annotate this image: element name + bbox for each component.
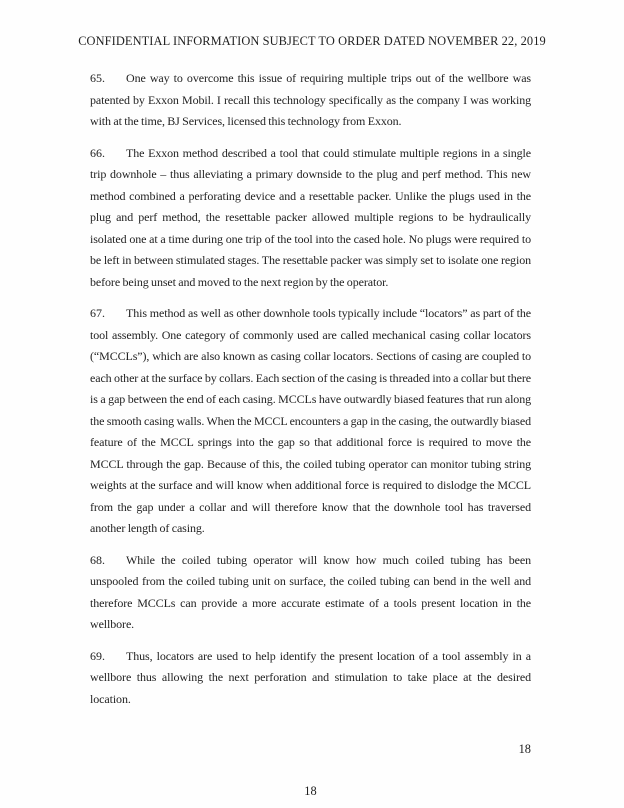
paragraph-body: Thus, locators are used to help identify the present location of a tool assembly in a wellbore thus allowing the next perforation and stimulation to take place at the desired location. <box>90 648 531 706</box>
paragraph-67 <box>90 303 531 540</box>
paragraph-body: This method as well as other downhole tools typically include “locators” as part of the tool assembly. One category of commonly used are called mechanical casing collar locators (“MCCLs”), which are also known as casing collar locators. Sections of casing are coupled to each other at the surface by collars. Each section of the casing is threaded into a collar but there is a gap between the end of each casing. MCCLs have outwardly biased features that run along the smooth casing walls. When the MCCL encounters a gap in the casing, the outwardly biased feature of the MCCL springs into the gap so that additional force is required to move the MCCL through the gap. Because of this, the coiled tubing operator can monitor tubing string weights at the surface and will know when additional force is required to dislodge the MCCL from the gap under a collar and will therefore know that the downhole tool has traversed another length of casing. <box>90 306 531 535</box>
page-number-bottom: 18 <box>304 784 317 798</box>
paragraph-body: The Exxon method described a tool that could stimulate multiple regions in a single trip downhole – thus alleviating a primary downside to the plug and perf method. This new method combined a perforating device and a resettable packer. Unlike the plugs used in the plug and perf method, the resettable packer allowed multiple regions to be hydraulically isolated one at a time during one trip of the tool into the cased hole. No plugs were required to be left in between stimulated stages. The resettable packer was simply set to isolate one region before being unset and moved to the next region by the operator. <box>90 145 531 289</box>
paragraph-65 <box>90 68 531 133</box>
paragraph-number: 67. <box>90 306 105 320</box>
confidentiality-header: CONFIDENTIAL INFORMATION SUBJECT TO ORDER DATED NOVEMBER 22, 2019 <box>78 34 546 48</box>
paragraph-body: One way to overcome this issue of requiring multiple trips out of the wellbore was patented by Exxon Mobil. I recall this technology specifically as the company I was working with at the time, BJ Services, licensed this technology from Exxon. <box>90 71 531 128</box>
paragraph-69 <box>90 646 531 711</box>
paragraph-body: While the coiled tubing operator will know how much coiled tubing has been unspooled from the coiled tubing unit on surface, the coiled tubing can bend in the well and therefore MCCLs can provide a more accurate estimate of a tools present location in the wellbore. <box>90 552 531 631</box>
paragraph-number: 65. <box>90 71 105 85</box>
paragraph-68 <box>90 550 531 636</box>
body-column <box>90 68 531 720</box>
paragraph-number: 68. <box>90 552 105 567</box>
paragraph-number: 69. <box>90 648 105 663</box>
page-number-inner: 18 <box>518 742 531 756</box>
paragraph-66 <box>90 143 531 294</box>
paragraph-number: 66. <box>90 145 105 160</box>
